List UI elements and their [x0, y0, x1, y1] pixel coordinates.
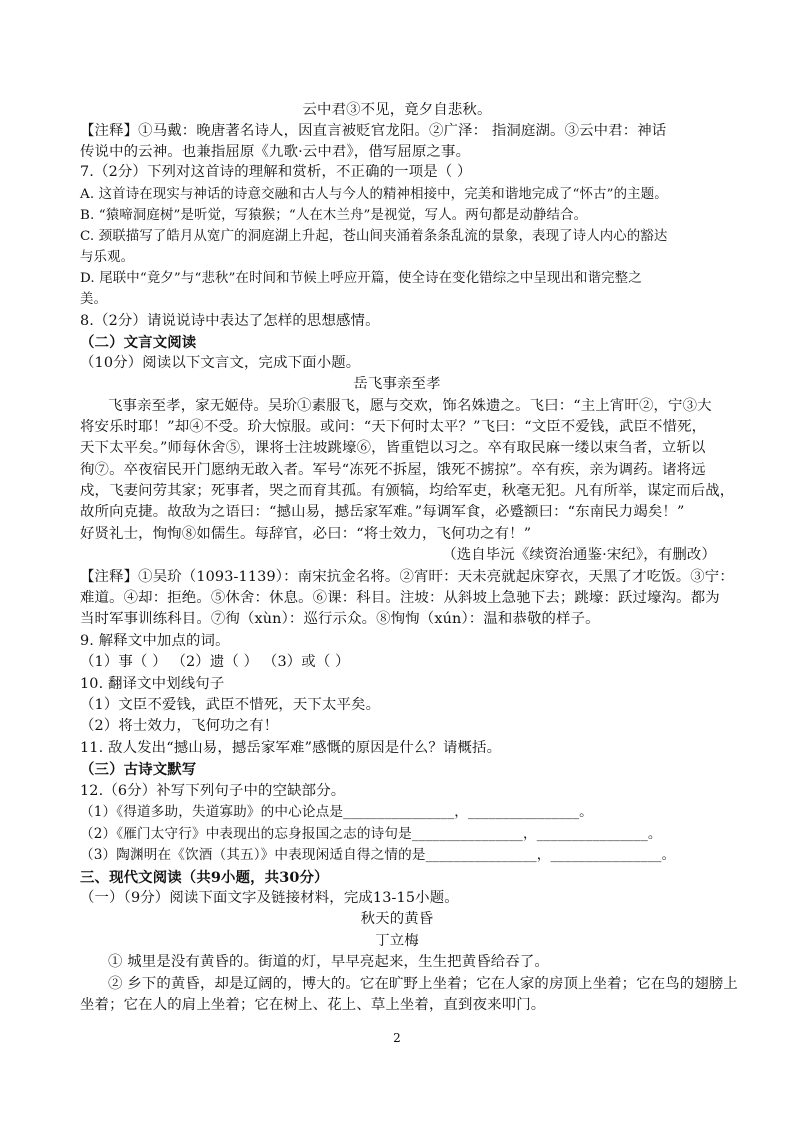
section-classical-heading: （二）文言文阅读: [80, 334, 197, 351]
question-9: 9. 解释文中加点的词。: [80, 633, 230, 649]
poem-last-line: 云中君③不见，竟夕自悲秋。: [302, 102, 492, 118]
option-d-1: D. 尾联中“竟夕”与“悲秋”在时间和节候上呼应开篇，使全诗在变化错综之中呈现出和谐完整之: [80, 271, 642, 286]
classical-para-7: 好贤礼士，恂恂⑧如儒生。每辞官，必曰：“将士效力，飞何功之有！”: [80, 526, 532, 542]
option-c-1: C. 颈联描写了皓月从宽广的洞庭湖上升起，苍山间夹涌着条条乱流的景象，表现了诗人内心的豁达: [80, 229, 668, 244]
question-10-1: （1）文臣不爱钱，武臣不惜死，天下太平矣。: [80, 697, 381, 713]
modern-para-2a: ② 乡下的黄昏，却是辽阔的，博大的。它在旷野上坐着；它在人家的房顶上坐着；它在鸟的翅膀上: [108, 976, 738, 992]
question-10-2: （2）将士效力，飞何功之有！: [80, 718, 279, 734]
option-d-2: 美。: [80, 292, 108, 307]
question-12-2: （2）《雁门太守行》中表现出的忘身报国之志的诗句是________________，________________。: [80, 826, 662, 842]
page-number: 2: [393, 1031, 401, 1045]
poem-notes-1: 【注释】①马戴：晚唐著名诗人，因直言被贬官龙阳。②广泽： 指洞庭湖。③云中君：神话: [80, 123, 667, 139]
question-12-3: （3）陶渊明在《饮酒（其五）》中表现闲适自得之情的是________________，________________。: [80, 847, 676, 863]
classical-instruction: （10分）阅读以下文言文，完成下面小题。: [80, 355, 361, 371]
option-c-2: 与乐观。: [80, 250, 135, 265]
classical-title: 岳飞事亲至孝: [353, 376, 441, 392]
classical-para-1: 飞事亲至孝，家无姬侍。吴玠①素服飞，愿与交欢，饰名姝遗之。飞曰：“主上宵旰②，宁③大: [108, 398, 712, 414]
classical-para-5: 戍，飞妻问劳其家；死事者，哭之而育其孤。有颁犒，均给军吏，秋毫无犯。凡有所举，谋定而后战，: [80, 483, 735, 499]
classical-para-6: 故所向克捷。故敌为之语曰：“撼山易，撼岳家军难。”每调军食，必蹙额曰：“东南民力竭矣！”: [80, 504, 685, 520]
question-11: 11. 敌人发出“撼山易，撼岳家军难”感慨的原因是什么？请概括。: [80, 740, 502, 756]
classical-para-4: 徇⑦。卒夜宿民开门愿纳无敢入者。军号“冻死不拆屋，饿死不掳掠”。卒有疾，亲为调药。诸将远: [80, 462, 706, 478]
modern-para-1: ① 城里是没有黄昏的。街道的灯，早早亮起来，生生把黄昏给吞了。: [108, 954, 549, 970]
question-9-blanks: （1）事（ ） （2）遗（ ） （3）或（ ）: [80, 654, 350, 670]
classical-notes-1: 【注释】①吴玠（1093-1139）：南宋抗金名将。②宵旰：天未亮就起床穿衣，天黑了才吃饭。③宁：: [80, 569, 734, 585]
modern-author: 丁立梅: [375, 933, 419, 949]
question-7: 7.（2分）下列对这首诗的理解和赏析，不正确的一项是（ ）: [80, 164, 472, 180]
question-10: 10. 翻译文中划线句子: [80, 676, 225, 692]
classical-para-3: 天下太平矣。”师每休舍⑤，课将士注坡跳壕⑥，皆重铠以习之。卒有取民麻一缕以束刍者，立斩以: [80, 440, 706, 456]
question-8: 8.（2分）请说说诗中表达了怎样的思想感情。: [80, 313, 380, 329]
modern-para-2b: 坐着；它在人的肩上坐着；它在树上、花上、草上坐着，直到夜来叩门。: [80, 997, 546, 1013]
poem-notes-2: 传说中的云神。也兼指屈原《九歌·云中君》，借写屈原之事。: [80, 144, 471, 160]
option-b: B. “猿啼洞庭树”是听觉，写猿猴；“人在木兰舟”是视觉，写人。两句都是动静结合。: [80, 208, 588, 223]
classical-notes-2: 难道。④却：拒绝。⑤休舍：休息。⑥课：科目。注坡：从斜坡上急驰下去；跳壕：跃过壕沟。都为: [80, 590, 720, 606]
classical-source: （选自毕沅《续资治通鉴·宋纪》，有删改）: [442, 547, 716, 563]
modern-instruction: （一）（9分）阅读下面文字及链接材料，完成13-15小题。: [80, 890, 459, 906]
classical-para-2: 将安乐时耶！”却④不受。玠大惊服。或问：“天下何时太平？”飞曰：“文臣不爱钱，武臣不惜死，: [80, 419, 707, 435]
classical-notes-3: 当时军事训练科目。⑦徇（xùn）：巡行示众。⑧恂恂（xún）：温和恭敬的样子。: [80, 611, 600, 627]
section-recitation-heading: （三）古诗文默写: [80, 761, 197, 778]
question-12: 12.（6分）补写下列句子中的空缺部分。: [80, 783, 346, 799]
question-12-1: （1）《得道多助，失道寡助》的中心论点是________________，________________。: [80, 804, 593, 820]
modern-title: 秋天的黄昏: [360, 911, 434, 927]
option-a: A. 这首诗在现实与神话的诗意交融和古人与今人的精神相接中，完美和谐地完成了“怀古”的主题。: [80, 187, 668, 202]
section-modern-heading: 三、现代文阅读（共9小题，共30分）: [80, 869, 329, 886]
